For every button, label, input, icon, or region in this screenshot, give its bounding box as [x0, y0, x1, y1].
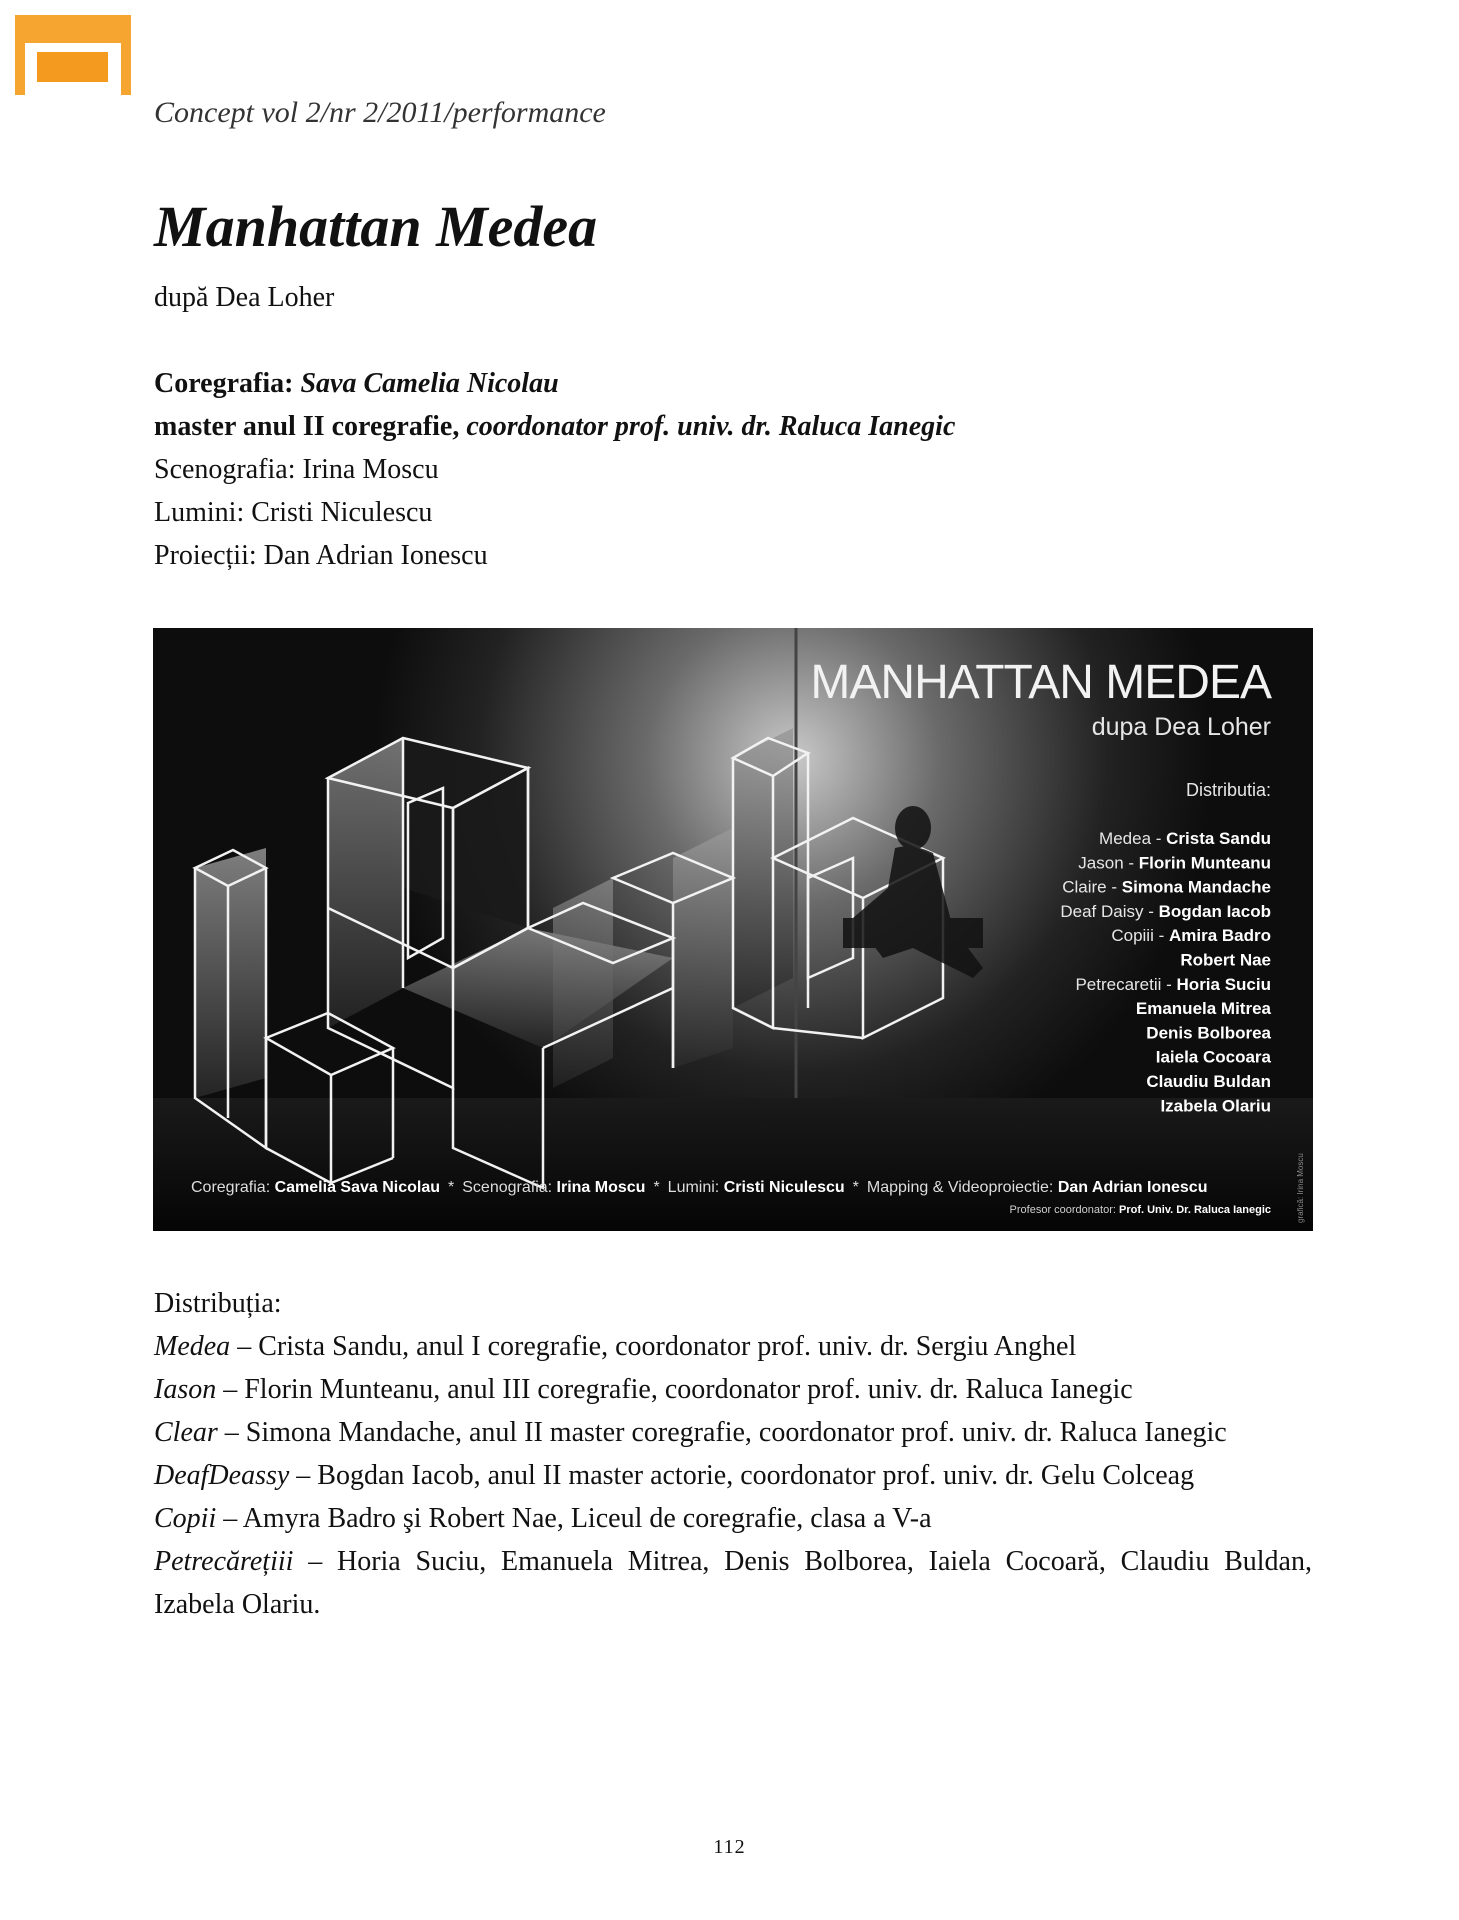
poster-cast-role: Deaf Daisy -	[1060, 901, 1159, 921]
credit-choreography-value: Sava Camelia Nicolau	[300, 368, 559, 399]
poster-cast-name: Amira Badro	[1168, 926, 1271, 946]
poster-cast-name: Horia Suciu	[1176, 974, 1271, 994]
distribution-entry	[154, 1368, 1312, 1411]
distribution-role: Petrecărețiii	[154, 1546, 294, 1577]
distribution-text: – Amyra Badro şi Robert Nae, Liceul de coregrafie, clasa a V-a	[216, 1503, 932, 1534]
poster-footer-coordinator-label: Profesor coordonator:	[1009, 1204, 1119, 1216]
poster-subtitle: dupa Dea Loher	[1091, 713, 1271, 741]
poster-cast-role: Claire -	[1062, 877, 1122, 897]
distribution-entry	[154, 1497, 1312, 1540]
credit-master	[154, 405, 1314, 448]
poster-cast-name: Crista Sandu	[1166, 829, 1271, 848]
distribution-text: – Simona Mandache, anul II master coregrafie, coordonator prof. univ. dr. Raluca Ianegic	[217, 1417, 1227, 1448]
distribution-role: Copii	[154, 1503, 217, 1534]
distribution-text: – Florin Munteanu, anul III coregrafie, coordonator prof. univ. dr. Raluca Ianegic	[216, 1374, 1133, 1405]
credit-scenography: Scenografia: Irina Moscu	[154, 454, 439, 485]
poster-cast-entry	[1060, 902, 1271, 921]
credit-master-value: coordonator prof. univ. dr. Raluca Ianegic	[466, 411, 956, 442]
distribution-text: – Horia Suciu, Emanuela Mitrea, Denis Bolborea, Iaiela Cocoară, Claudiu Buldan, Izabela Olariu.	[154, 1546, 1312, 1620]
poster-cast-name: Claudiu Buldan	[1146, 1072, 1271, 1091]
poster-cast-entry	[1078, 853, 1271, 872]
distribution-heading: Distribuția:	[154, 1288, 282, 1319]
running-head: Concept vol 2/nr 2/2011/performance	[154, 96, 606, 129]
poster-footer-separator-2: *	[653, 1179, 660, 1196]
poster-footer-coordinator	[1010, 1204, 1271, 1216]
article-subtitle: după Dea Loher	[154, 282, 335, 313]
poster-footer-separator-3: *	[852, 1179, 859, 1196]
poster-cast-name: Denis Bolborea	[1146, 1023, 1271, 1043]
poster-footer-mapping-name: Dan Adrian Ionescu	[1057, 1179, 1208, 1196]
journal-logo	[15, 15, 131, 95]
poster-footer-credits	[191, 1179, 1207, 1196]
credits-block	[154, 362, 1314, 577]
poster-cast-entry	[1075, 975, 1271, 994]
poster-cast-name: Robert Nae	[1180, 950, 1271, 970]
poster-footer-mapping-label: Mapping & Videoproiectie:	[866, 1179, 1058, 1196]
credit-projections: Proiecții: Dan Adrian Ionescu	[154, 540, 488, 571]
distribution-role: Iason	[154, 1374, 217, 1405]
poster-cast-name: Bogdan Iacob	[1158, 901, 1271, 921]
credit-choreography-label: Coregrafia:	[154, 368, 294, 399]
distribution-entry	[154, 1411, 1312, 1454]
credit-choreography	[154, 362, 1314, 405]
poster-footer-choreo-name: Camelia Sava Nicolau	[274, 1179, 441, 1196]
article-title: Manhattan Medea	[154, 194, 598, 259]
poster-cast-heading: Distributia:	[1185, 780, 1271, 800]
poster-cast-entry	[1156, 1048, 1272, 1067]
distribution-role: DeafDeassy	[154, 1460, 290, 1491]
poster-cast-name: Iaiela Cocoara	[1155, 1047, 1271, 1067]
poster-footer-coordinator-name: Prof. Univ. Dr. Raluca Ianegic	[1118, 1204, 1271, 1216]
poster-cast-role: Medea -	[1099, 829, 1167, 848]
poster-cast-role: Petrecaretii -	[1075, 974, 1177, 994]
distribution-text: – Bogdan Iacob, anul II master actorie, coordonator prof. univ. dr. Gelu Colceag	[289, 1460, 1195, 1491]
poster-title: MANHATTAN MEDEA	[810, 656, 1271, 709]
poster-footer-lights-name: Cristi Niculescu	[723, 1179, 845, 1196]
poster-cast-name: Emanuela Mitrea	[1135, 999, 1271, 1019]
poster-cast-name: Simona Mandache	[1121, 877, 1271, 897]
poster-footer-choreo-label: Coregrafia:	[191, 1179, 275, 1196]
credit-lights: Lumini: Cristi Niculescu	[154, 497, 433, 528]
distribution-role: Medea	[154, 1331, 231, 1362]
distribution-entry	[154, 1540, 1312, 1626]
poster-cast-name: Florin Munteanu	[1138, 853, 1271, 873]
poster-side-credit: grafică: Irina Moscu	[1296, 1153, 1305, 1223]
distribution-list	[154, 1325, 1312, 1626]
distribution-section	[154, 1282, 1312, 1626]
page-number: 112	[713, 1836, 746, 1858]
poster-cast-entry	[1136, 999, 1272, 1018]
poster-cast-entry	[1099, 829, 1271, 848]
poster-footer-sceno-label: Scenografia:	[462, 1179, 557, 1196]
distribution-entry	[154, 1454, 1312, 1497]
poster-cast-entry	[1062, 878, 1271, 897]
poster-cast-role: Copiii -	[1111, 926, 1169, 946]
poster-footer-separator-1: *	[448, 1179, 455, 1196]
poster-cast-entry	[1111, 926, 1271, 945]
distribution-role: Clear	[154, 1417, 218, 1448]
credit-master-label: master anul II coregrafie,	[154, 411, 460, 442]
distribution-text: – Crista Sandu, anul I coregrafie, coordonator prof. univ. dr. Sergiu Anghel	[230, 1331, 1077, 1362]
poster-footer-sceno-name: Irina Moscu	[556, 1179, 646, 1196]
poster-cast-entry	[1160, 1096, 1271, 1115]
poster-cast-entry	[1146, 1072, 1271, 1091]
poster-cast-name: Izabela Olariu	[1160, 1096, 1271, 1116]
poster-cast-role: Jason -	[1078, 853, 1139, 873]
performance-poster	[153, 628, 1313, 1231]
poster-cast-entry	[1180, 951, 1271, 970]
poster-cast-entry	[1146, 1023, 1271, 1042]
poster-footer-lights-label: Lumini:	[667, 1179, 724, 1196]
distribution-entry	[154, 1325, 1312, 1368]
